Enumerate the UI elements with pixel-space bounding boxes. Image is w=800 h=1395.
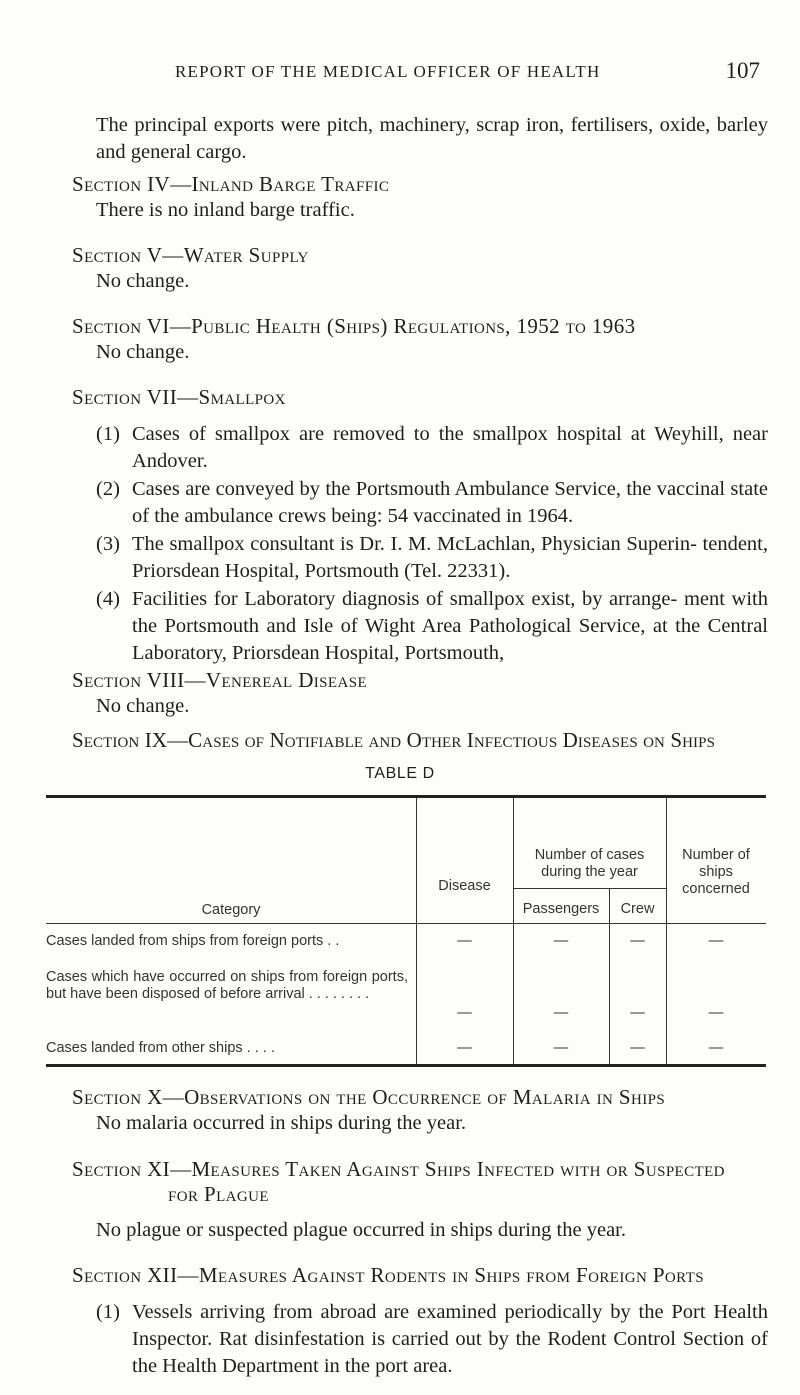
table-d — [46, 795, 766, 1067]
table-bottom-rule — [46, 1064, 766, 1067]
section-xi-text: No plague or suspected plague occurred in ships during the year. — [96, 1219, 626, 1241]
section-viii-heading: Section VIII—Venereal Disease — [72, 668, 368, 692]
table-caption: TABLE D — [365, 765, 435, 782]
item-text: Facilities for Laboratory diagnosis of smallpox exist, by arrange- ment with the Portsmouth and Isle of Wight Area Pathological Service, at the Central Laboratory, Priorsdean Hospital, Portsmouth, — [132, 588, 768, 664]
section-iv-text: There is no inland barge traffic. — [96, 199, 355, 221]
running-title: REPORT OF THE MEDICAL OFFICER OF HEALTH — [175, 62, 601, 81]
item-number: (4) — [96, 588, 120, 610]
row-3-passengers: — — [553, 1040, 569, 1056]
row-2-passengers: — — [553, 1005, 569, 1021]
section-xii-heading: Section XII—Measures Against Rodents in Ships from Foreign Ports — [72, 1263, 704, 1287]
section-v-heading: Section V—Water Supply — [72, 243, 309, 267]
header-crew: Crew — [620, 901, 655, 917]
row-1-ships: — — [708, 933, 724, 949]
header-cases-group: Number of cases during the year — [534, 847, 645, 880]
section-ix-heading: Section IX—Cases of Notifiable and Other Infectious Diseases on Ships — [72, 728, 716, 752]
row-3-crew: — — [630, 1040, 645, 1056]
row-1-disease: — — [457, 933, 472, 949]
item-text: Vessels arriving from abroad are examined periodically by the Port Health Inspector. Rat disinfestation is carried out by the Rodent Control Section of the Health Department in the port area. — [132, 1301, 768, 1377]
smallpox-item-1 — [96, 421, 768, 475]
row-3-disease: — — [457, 1040, 472, 1056]
section-vii-heading: Section VII—Smallpox — [72, 385, 286, 409]
col-divider-1 — [416, 798, 417, 1064]
row-1-crew: — — [630, 933, 645, 949]
header-category: Category — [201, 902, 261, 918]
section-iv-heading: Section IV—Inland Barge Traffic — [72, 172, 390, 196]
subheader-rule — [513, 888, 666, 889]
row-3-ships: — — [708, 1040, 724, 1056]
section-xi-heading-line1: Section XI—Measures Taken Against Ships Infected with or Suspected — [72, 1157, 725, 1181]
exports-text: The principal exports were pitch, machinery, scrap iron, fertilisers, oxide, barley and general cargo. — [96, 114, 768, 163]
item-number: (1) — [96, 423, 120, 445]
smallpox-item-2 — [96, 476, 768, 530]
section-v-text: No change. — [96, 270, 190, 292]
row-2-crew: — — [630, 1005, 645, 1021]
row-2-category: Cases which have occurred on ships from foreign ports, but have been disposed of before arrival . . . . . . . . — [46, 969, 408, 1002]
table-header-rule — [46, 923, 766, 924]
running-header — [0, 58, 800, 92]
section-vi-heading: Section VI—Public Health (Ships) Regulations, 1952 to 1963 — [72, 314, 636, 338]
item-text: Cases are conveyed by the Portsmouth Ambulance Service, the vaccinal state of the ambulance crews being: 54 vaccinated in 1964. — [132, 478, 768, 527]
col-divider-2 — [513, 798, 514, 1064]
item-text: The smallpox consultant is Dr. I. M. McLachlan, Physician Superin- tendent, Priorsdean Hospital, Portsmouth (Tel. 22331). — [132, 533, 768, 582]
section-viii-text: No change. — [96, 695, 190, 717]
section-vi-text: No change. — [96, 341, 190, 363]
rodent-item-1 — [96, 1299, 768, 1380]
page-number: 107 — [725, 58, 760, 83]
exports-paragraph — [96, 112, 768, 166]
item-number: (1) — [96, 1301, 120, 1323]
row-1-passengers: — — [553, 933, 569, 949]
section-x-heading: Section X—Observations on the Occurrence of Malaria in Ships — [72, 1085, 666, 1109]
section-xi-heading-line2: for Plague — [168, 1182, 269, 1206]
col-divider-4 — [666, 798, 667, 1064]
row-2-disease: — — [457, 1005, 472, 1021]
header-passengers: Passengers — [522, 901, 600, 917]
row-3-category: Cases landed from other ships . . . . — [46, 1040, 275, 1056]
row-2-ships: — — [708, 1005, 724, 1021]
section-x-text: No malaria occurred in ships during the year. — [96, 1112, 467, 1134]
header-disease: Disease — [438, 878, 491, 894]
item-number: (2) — [96, 478, 120, 500]
item-text: Cases of smallpox are removed to the smallpox hospital at Weyhill, near Andover. — [132, 423, 768, 472]
smallpox-item-4 — [96, 586, 768, 667]
row-1-category: Cases landed from ships from foreign ports . . — [46, 933, 340, 949]
smallpox-item-3 — [96, 531, 768, 585]
header-ships: Number of ships concerned — [682, 847, 750, 897]
item-number: (3) — [96, 533, 120, 555]
table-top-rule — [46, 795, 766, 798]
